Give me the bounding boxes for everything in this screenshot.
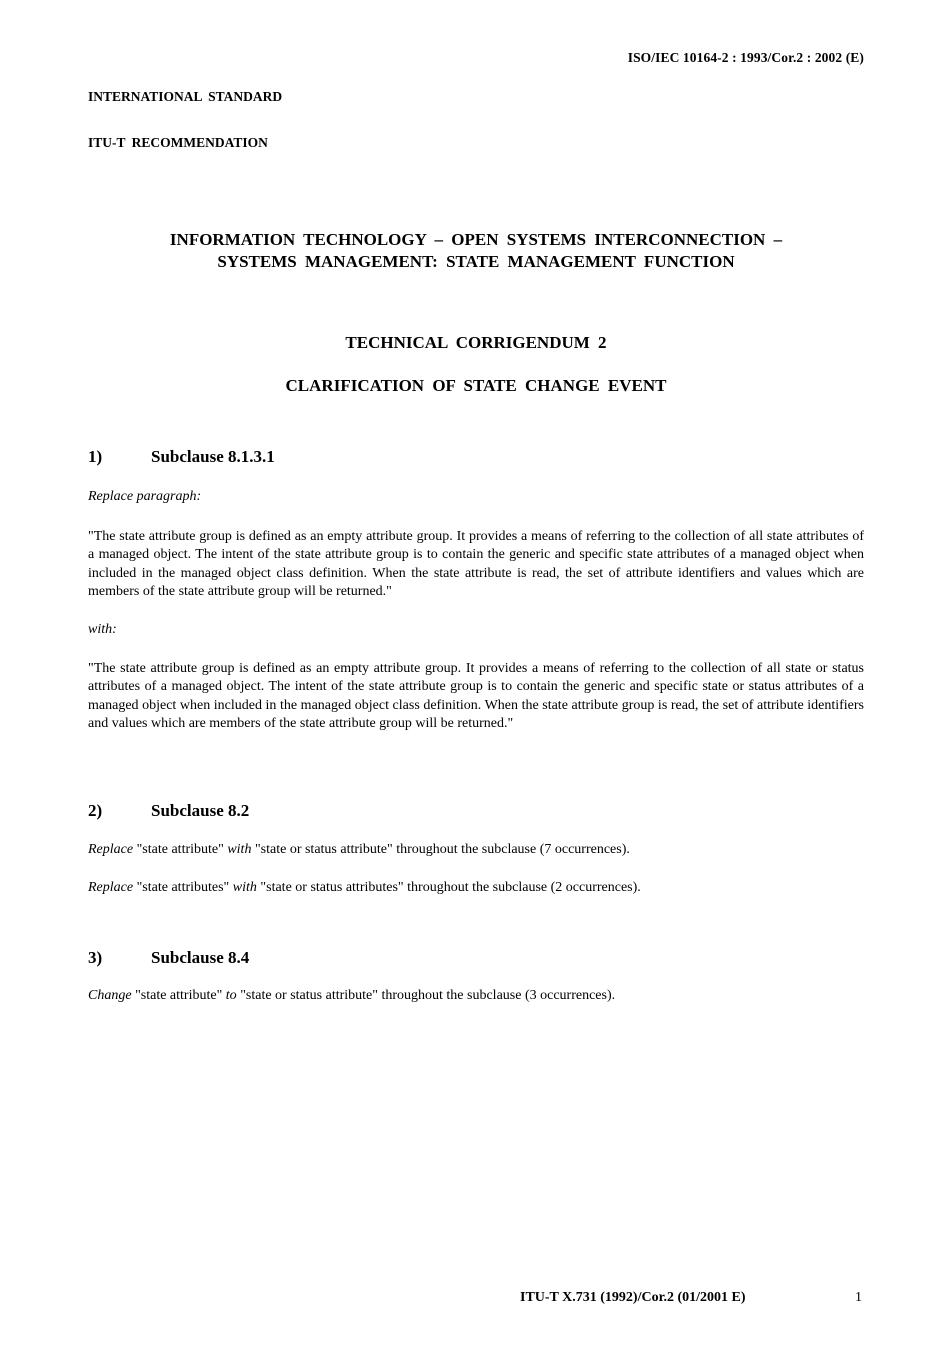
instruction-rest: "state or status attribute" throughout the subclause (7 occurrences). xyxy=(251,842,630,857)
section-1-heading xyxy=(88,447,275,467)
document-title xyxy=(88,229,864,273)
with-label: with: xyxy=(88,622,117,637)
replace-paragraph-label: Replace paragraph: xyxy=(88,489,202,504)
section-2-heading xyxy=(88,801,249,821)
instruction-from: "state attribute" xyxy=(133,842,228,857)
instruction-prep: to xyxy=(225,988,237,1003)
instruction-rest: "state or status attributes" throughout the subclause (2 occurrences). xyxy=(256,880,641,895)
corrigendum-subject: CLARIFICATION OF STATE CHANGE EVENT xyxy=(285,376,667,395)
title-line-1: INFORMATION TECHNOLOGY – OPEN SYSTEMS INTERCONNECTION – xyxy=(169,230,783,249)
footer-reference: ITU-T X.731 (1992)/Cor.2 (01/2001 E) xyxy=(520,1290,746,1305)
instruction-prep: with xyxy=(227,842,252,857)
instruction-rest: "state or status attribute" throughout the subclause (3 occurrences). xyxy=(236,988,616,1003)
instruction-from: "state attributes" xyxy=(133,880,233,895)
section-number: 3) xyxy=(88,948,103,967)
instruction-verb: Change xyxy=(88,988,132,1003)
section-number: 1) xyxy=(88,447,103,466)
page-number: 1 xyxy=(855,1290,862,1305)
corrigendum-title: TECHNICAL CORRIGENDUM 2 xyxy=(345,333,607,352)
section-title: Subclause 8.4 xyxy=(151,948,250,967)
instruction-line xyxy=(88,988,615,1004)
instruction-line xyxy=(88,842,630,858)
section-title: Subclause 8.2 xyxy=(151,801,250,820)
instruction-verb: Replace xyxy=(88,880,134,895)
section-3-heading xyxy=(88,948,249,968)
instruction-line xyxy=(88,880,641,896)
international-standard-label: INTERNATIONAL STANDARD xyxy=(88,89,283,104)
original-paragraph: "The state attribute group is defined as an empty attribute group. It provides a means of referring to the collection of all state attributes of a managed object. The intent of the state attribute group is to contain the generic and specific state attributes of a managed object when included in the managed object class definition. When the state attribute is read, the set of attribute identifiers and values which are members of the state attribute group will be returned." xyxy=(88,529,864,600)
section-title: Subclause 8.1.3.1 xyxy=(151,447,275,466)
section-number: 2) xyxy=(88,801,103,820)
document-id: ISO/IEC 10164-2 : 1993/Cor.2 : 2002 (E) xyxy=(627,50,864,65)
itu-recommendation-label: ITU-T RECOMMENDATION xyxy=(88,135,268,150)
replacement-paragraph: "The state attribute group is defined as an empty attribute group. It provides a means of referring to the collection of all state or status attributes of a managed object. The intent of the state attribute group is to contain the generic and specific state or status attributes of a managed object when included in the managed object class definition. When the state attribute group is read, the set of attribute identifiers and values which are members of the state attribute group will be returned." xyxy=(88,661,864,732)
instruction-verb: Replace xyxy=(88,842,134,857)
title-line-2: SYSTEMS MANAGEMENT: STATE MANAGEMENT FUNCTION xyxy=(217,252,735,271)
instruction-from: "state attribute" xyxy=(131,988,226,1003)
instruction-prep: with xyxy=(232,880,257,895)
